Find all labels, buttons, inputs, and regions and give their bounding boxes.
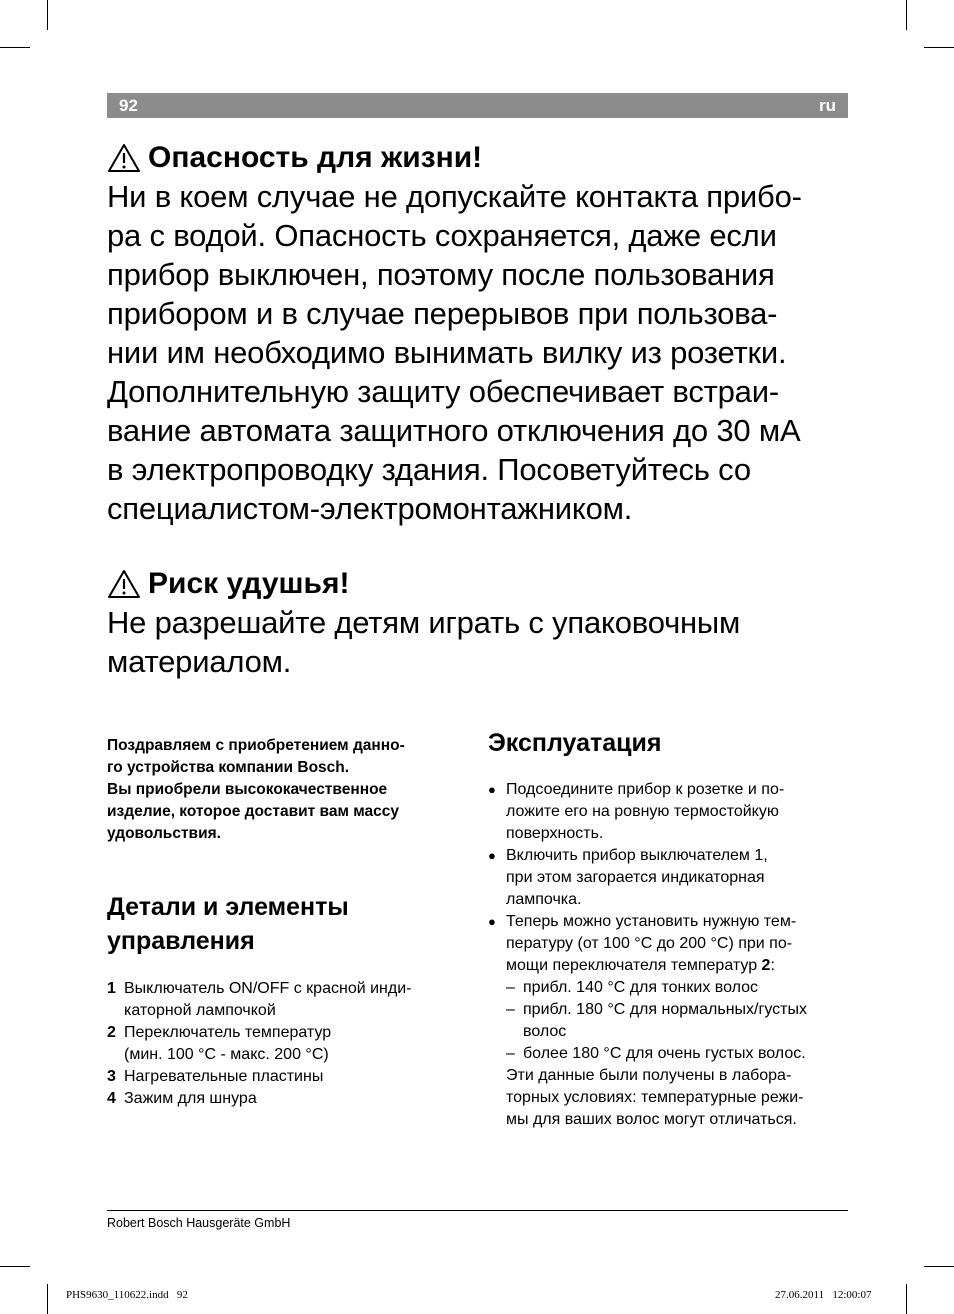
page-header-bar <box>107 93 848 118</box>
text-line: изделие, которое доставит вам массу <box>107 803 400 820</box>
list-item <box>107 1022 467 1066</box>
text-line: вание автомата защитного отключения до 30 мА <box>107 413 801 448</box>
text-line: Дополнительную защиту обеспечивает встраи- <box>107 374 779 409</box>
text-line: в электропроводку здания. Посоветуйтесь со <box>107 452 751 487</box>
print-slug-date: 27.06.2011 12:00:07 <box>775 1289 872 1301</box>
item-line: Включить прибор выключателем 1, <box>506 847 768 864</box>
item-line: каторной лампочкой <box>124 1002 276 1019</box>
bullet-icon: ● <box>488 914 496 929</box>
dash-marker: – <box>506 1001 515 1018</box>
item-line: Нагревательные пластины <box>124 1068 324 1085</box>
sub-item <box>488 999 850 1043</box>
warning-title: Риск удушья! <box>148 567 350 600</box>
list-item <box>107 1066 467 1088</box>
crop-mark <box>924 47 954 48</box>
text-line: Ни в коем случае не допускайте контакта прибо- <box>107 179 802 214</box>
line-text: : <box>770 957 775 974</box>
warning-block-life-danger <box>107 139 857 528</box>
item-line: торных условиях: температурные режи- <box>506 1089 804 1106</box>
sub-item <box>488 977 850 999</box>
item-line: волос <box>523 1023 567 1040</box>
crop-mark <box>924 1266 954 1267</box>
item-line <box>506 955 850 977</box>
sub-item <box>488 1043 850 1065</box>
text-line: го устройства компании Bosch. <box>107 759 350 776</box>
item-line: Эти данные были получены в лабора- <box>506 1067 792 1084</box>
crop-mark <box>0 1266 30 1267</box>
item-line: Подсоедините прибор к розетке и по- <box>506 781 785 798</box>
bullet-icon: ● <box>488 848 496 863</box>
right-column <box>488 726 850 1131</box>
page-number: 92 <box>119 96 138 115</box>
text-line: Не разрешайте детям играть с упаковочным <box>107 605 741 640</box>
warning-heading <box>107 565 857 603</box>
list-item <box>488 779 850 845</box>
warning-title: Опасность для жизни! <box>148 141 483 174</box>
text-line: прибором и в случае перерывов при пользова- <box>107 296 778 331</box>
item-number: 3 <box>107 1068 116 1085</box>
warning-text <box>107 177 857 528</box>
text-line: специалистом-электромонтажником. <box>107 491 633 526</box>
text-line: Вы приобрели высококачественное <box>107 781 388 798</box>
text-line: материалом. <box>107 644 292 679</box>
item-line: Теперь можно установить нужную тем- <box>506 913 797 930</box>
left-column <box>107 735 467 1110</box>
item-line: пературу (от 100 °C до 200 °C) при по- <box>506 935 793 952</box>
text-line: ра с водой. Опасность сохраняется, даже если <box>107 218 777 253</box>
item-line: мы для ваших волос могут отличаться. <box>506 1111 797 1128</box>
warning-heading <box>107 139 857 177</box>
bullet-icon: ● <box>488 782 496 797</box>
heading-line: Детали и элементы <box>107 893 349 921</box>
print-slug-file: PHS9630_110622.indd 92 <box>66 1289 188 1301</box>
text-line: Поздравляем с приобретением данно- <box>107 737 405 754</box>
intro-text <box>107 735 467 845</box>
item-number: 4 <box>107 1090 116 1107</box>
item-line: при этом загорается индикаторная <box>506 869 765 886</box>
item-line: прибл. 140 °C для тонких волос <box>523 979 759 996</box>
item-line: Выключатель ON/OFF с красной инди- <box>124 980 412 997</box>
item-line: Зажим для шнура <box>124 1090 257 1107</box>
text-line: удовольствия. <box>107 825 221 842</box>
list-item <box>488 911 850 977</box>
warning-block-suffocation <box>107 565 857 681</box>
list-item <box>107 1088 467 1110</box>
warning-triangle-icon <box>107 143 141 173</box>
text-line: нии им необходимо вынимать вилку из розетки. <box>107 335 787 370</box>
heading-line: управления <box>107 927 255 955</box>
crop-mark <box>47 1284 48 1314</box>
line-text: мощи переключателя температур <box>506 957 762 974</box>
company-name: Robert Bosch Hausgeräte GmbH <box>107 1216 291 1230</box>
operation-heading: Эксплуатация <box>488 729 662 757</box>
crop-mark <box>906 1284 907 1314</box>
crop-mark <box>906 0 907 30</box>
parts-list <box>107 978 467 1110</box>
list-item <box>488 845 850 911</box>
item-number: 2 <box>107 1024 116 1041</box>
item-line: ложите его на ровную термостойкую <box>506 803 779 820</box>
bold-reference: 2 <box>761 957 771 974</box>
item-line: Переключатель температур <box>124 1024 332 1041</box>
dash-marker: – <box>506 979 515 996</box>
operation-steps <box>488 779 850 1131</box>
crop-mark <box>47 0 48 30</box>
item-line: прибл. 180 °C для нормальных/густых <box>523 1001 807 1018</box>
language-code: ru <box>819 96 836 115</box>
item-line: более 180 °C для очень густых волос. <box>523 1045 806 1062</box>
warning-text <box>107 603 857 681</box>
crop-mark <box>0 47 30 48</box>
footer-divider <box>107 1210 848 1211</box>
item-number: 1 <box>107 980 116 997</box>
dash-marker: – <box>506 1045 515 1062</box>
item-line: поверхность. <box>506 825 604 842</box>
note-text <box>488 1065 850 1131</box>
text-line: прибор выключен, поэтому после пользования <box>107 257 775 292</box>
item-line: (мин. 100 °C - макс. 200 °C) <box>124 1046 329 1063</box>
list-item <box>107 978 467 1022</box>
warning-triangle-icon <box>107 569 141 599</box>
item-line: лампочка. <box>506 891 582 908</box>
parts-heading <box>107 890 467 958</box>
